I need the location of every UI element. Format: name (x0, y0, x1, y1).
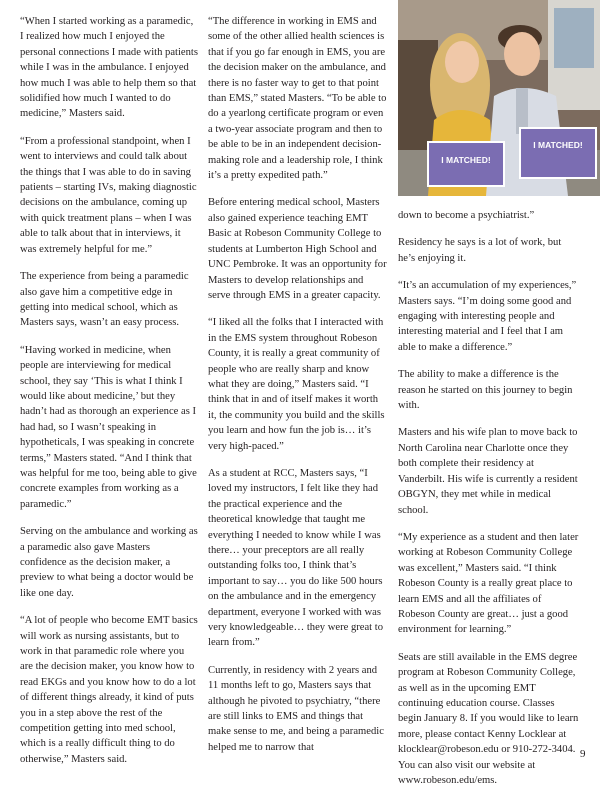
paragraph: “When I started working as a paramedic, I realized how much I enjoyed the personal connections I made with patients while I was in the ambulance. I enjoyed how much I was able to help them so that solidified how much I wanted to do medicine,” Masters said. (20, 16, 198, 120)
paragraph: “I liked all the folks that I interacted with in the EMS system throughout Robeson County, it is really a great community of people who are really sharp and know what they are doing,” Masters said. “I think that in and of itself makes it worth it, the community you build and the skills you learn and how fun the job is… it’s very high-paced.” (208, 317, 385, 452)
paragraph: Residency he says is a lot of work, but he’s enjoying it. (398, 237, 562, 264)
paragraph: The experience from being a paramedic also gave him a competitive edge in getting into medical school, which as Masters says, wasn’t an easy process. (20, 271, 189, 329)
match-sign-right-text: I MATCHED! (533, 140, 583, 150)
match-sign-left-text: I MATCHED! (441, 155, 491, 165)
article-column-3 (398, 208, 580, 800)
paragraph: Seats are still available in the EMS degree program at Robeson Community College, as well as in the upcoming EMT continuing education course. Classes begin January 8. If you would like to learn more, please contact Kenny Locklear at klocklear@robeson.edu or 910-272-3404. You can also visit our website at www.robeson.edu/ems. (398, 651, 579, 786)
paragraph: Before entering medical school, Masters also gained experience teaching EMT Basic at Robeson Community College to students at Lumberton High School and UNC Pembroke. It was an opportunity for Masters to develop relationships and serve through EMS in a greater capacity. (208, 197, 387, 301)
paragraph: “It’s an accumulation of my experiences,” Masters says. “I’m doing some good and engaging with interesting people and interesting material and I feel that I am able to make a difference.” (398, 280, 577, 353)
paragraph: Currently, in residency with 2 years and 11 months left to go, Masters says that although he pivoted to psychiatry, “there are still links to EMS and things that make sense to me, and being a paramedic helped me to narrow that (208, 664, 384, 753)
page-number: 9 (580, 748, 586, 760)
paragraph: “Having worked in medicine, when people are interviewing for medical school, they say ‘This is what I think I would like about medicine,’ but they hadn’t had as thorough an experience as I had had, so I wasn’t speaking in hypotheticals, I was speaking in concrete terms,” Masters stated. “And I think that was helpful for me too, being able to give concrete examples from working as a paramedic.” (20, 344, 197, 510)
paragraph: “My experience as a student and then later working at Robeson Community College was excellent,” Masters said. “I think Robeson County is a really great place to learn EMS and all the affiliates of Robeson County are great… just a good environment for learning.” (398, 531, 579, 636)
paragraph: “A lot of people who become EMT basics will work as nursing assistants, but to work in that paramedic role where you are the decision maker, you know how to read EKGs and you know how to do a lot of different things already, it kind of puts you in a step above the rest of the competition getting into med school, which is a really difficult thing to do otherwise,” Masters said. (20, 615, 198, 765)
match-sign-left (428, 142, 504, 186)
paragraph: Serving on the ambulance and working as a paramedic also gave Masters confidence as the decision maker, a preview to what being a doctor would be like one day. (20, 526, 198, 599)
paragraph: “The difference in working in EMS and some of the other allied health sciences is that if you go far enough in EMS, you are the decision maker on the ambulance, and there is no faster way to get to that point than EMS,” stated Masters. “To be able to do a yearlong certificate program or even a two-year associate program and then to be able to be in an independent decision-making role and a leadership role, I think it’s a pretty expedited path.” (208, 16, 387, 182)
article-column-1 (20, 14, 198, 779)
article-column-2 (208, 14, 388, 767)
paragraph: As a student at RCC, Masters says, “I loved my instructors, I felt like they had the practical experience and the theoretical knowledge that taught me everything I needed to know while I was there… your preceptors are all really outstanding folks too, I think that’s important to say… you do like 500 hours on the ambulance and in the emergency department, everyone I worked with was very knowledgeable… they were great to learn from.” (208, 467, 384, 649)
paragraph: Masters and his wife plan to move back to North Carolina near Charlotte once they both complete their residency at Vanderbilt. His wife is currently a resident OBGYN, they met while in medical school. (398, 427, 578, 516)
photo-couple-match-day (398, 0, 600, 196)
paragraph: “From a professional standpoint, when I went to interviews and could talk about the things that I was able to do in saving patients – starting IVs, making diagnostic decisions on the ambulance, coming up with quick treatment plans – when I was able to talk about that in interviews, it was extremely helpful for me.” (20, 135, 197, 255)
paragraph: down to become a psychiatrist.” (398, 210, 535, 221)
match-sign-right (520, 128, 596, 178)
paragraph: The ability to make a difference is the reason he started on this journey to begin with. (398, 369, 573, 412)
